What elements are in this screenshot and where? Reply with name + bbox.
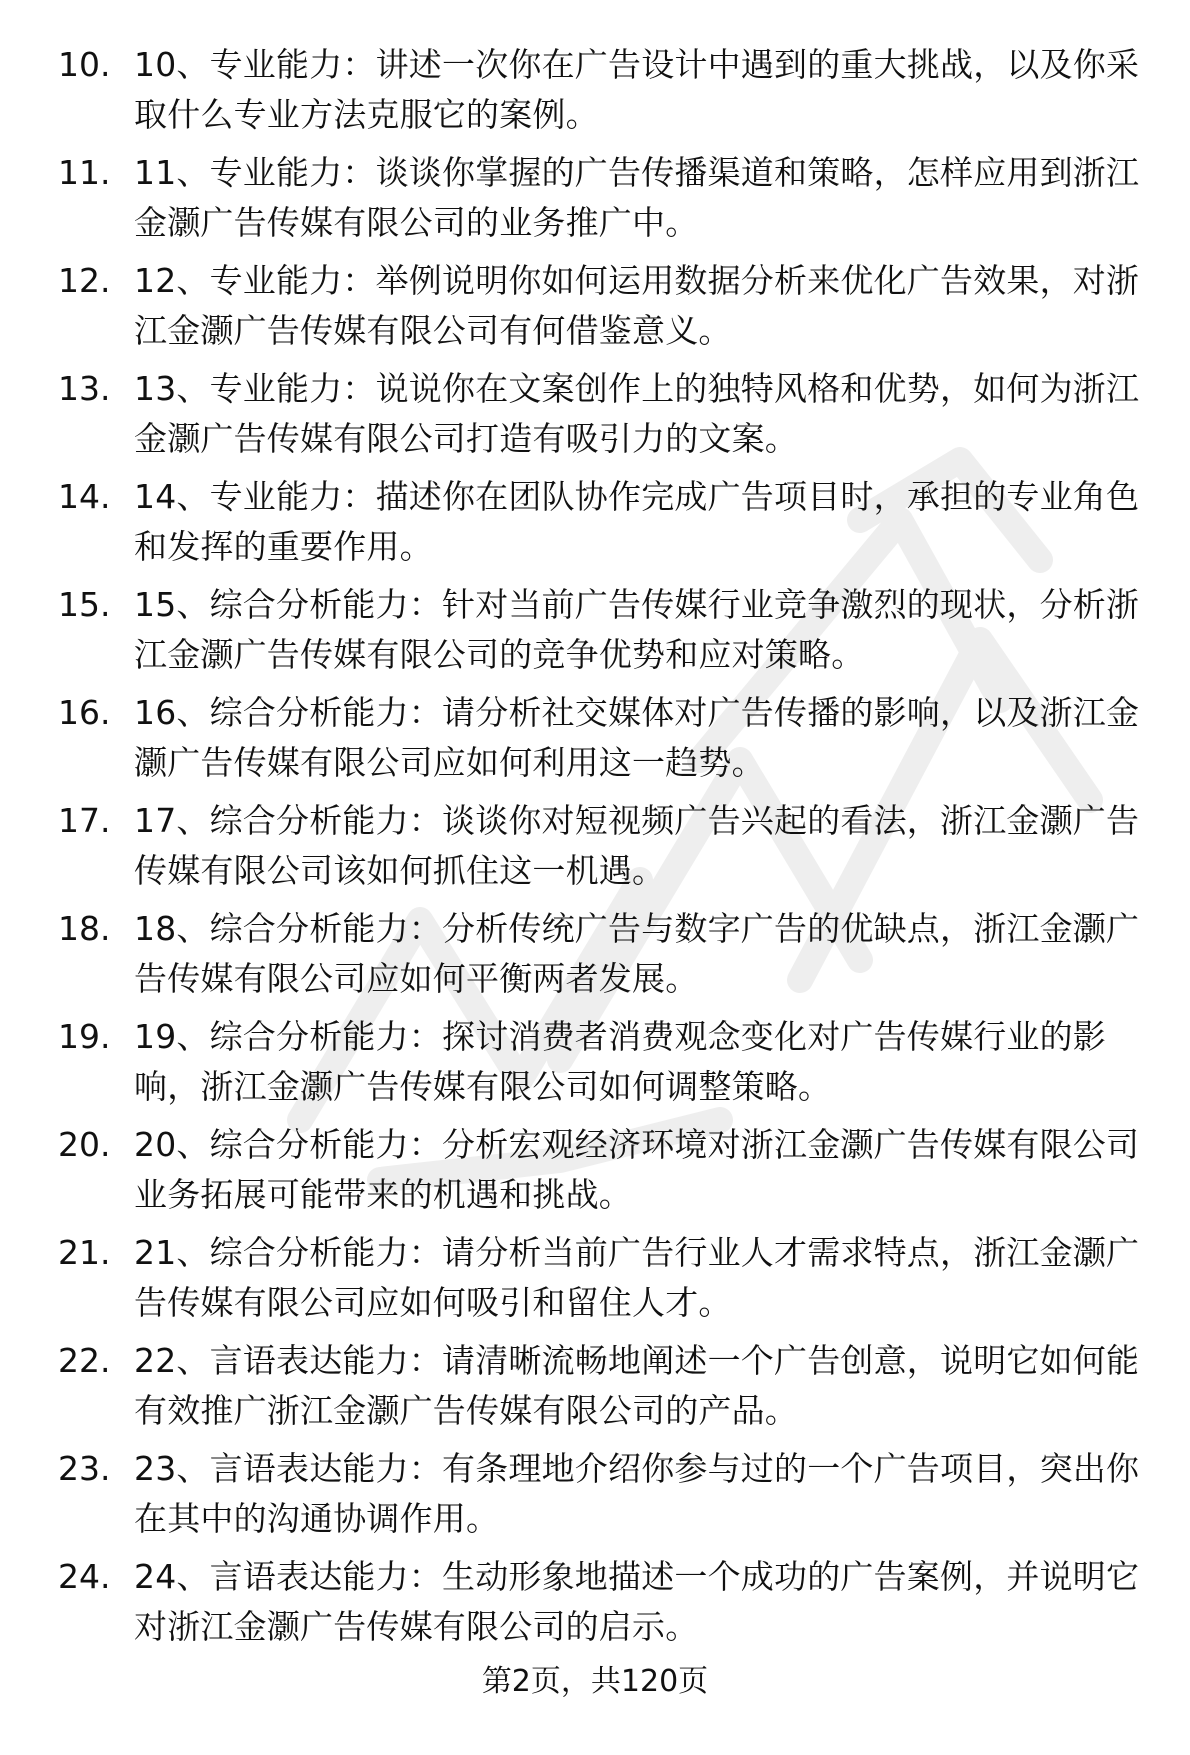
list-item xyxy=(0,1336,1190,1444)
page-footer: 第2页，共120页 xyxy=(481,1664,709,1699)
item-text: 10、专业能力：讲述一次你在广告设计中遇到的重大挑战，以及你采取什么专业方法克服它的案例。 xyxy=(134,45,1140,134)
item-number: 11. xyxy=(58,153,111,192)
list-item xyxy=(0,472,1190,580)
item-number: 15. xyxy=(58,585,111,624)
list-item xyxy=(0,148,1190,256)
item-number: 10. xyxy=(58,45,111,84)
item-text: 22、言语表达能力：请清晰流畅地阐述一个广告创意，说明它如何能有效推广浙江金灏广告传媒有限公司的产品。 xyxy=(134,1341,1140,1430)
item-number: 21. xyxy=(58,1233,111,1272)
list-item xyxy=(0,1552,1190,1660)
item-number: 14. xyxy=(58,477,111,516)
list-item xyxy=(0,256,1190,364)
list-item xyxy=(0,40,1190,148)
item-number: 18. xyxy=(58,909,111,948)
list-item xyxy=(0,1120,1190,1228)
item-text: 18、综合分析能力：分析传统广告与数字广告的优缺点，浙江金灏广告传媒有限公司应如何平衡两者发展。 xyxy=(134,909,1140,998)
item-text: 19、综合分析能力：探讨消费者消费观念变化对广告传媒行业的影响，浙江金灏广告传媒有限公司如何调整策略。 xyxy=(134,1017,1106,1106)
item-text: 12、专业能力：举例说明你如何运用数据分析来优化广告效果，对浙江金灏广告传媒有限公司有何借鉴意义。 xyxy=(134,261,1140,350)
item-text: 20、综合分析能力：分析宏观经济环境对浙江金灏广告传媒有限公司业务拓展可能带来的机遇和挑战。 xyxy=(134,1125,1140,1214)
question-list xyxy=(0,40,1190,1660)
list-item xyxy=(0,796,1190,904)
item-number: 19. xyxy=(58,1017,111,1056)
list-item xyxy=(0,904,1190,1012)
list-item xyxy=(0,1444,1190,1552)
list-item xyxy=(0,580,1190,688)
item-number: 22. xyxy=(58,1341,111,1380)
item-number: 16. xyxy=(58,693,111,732)
item-number: 12. xyxy=(58,261,111,300)
list-item xyxy=(0,1228,1190,1336)
item-text: 13、专业能力：说说你在文案创作上的独特风格和优势，如何为浙江金灏广告传媒有限公司打造有吸引力的文案。 xyxy=(134,369,1140,458)
item-text: 17、综合分析能力：谈谈你对短视频广告兴起的看法，浙江金灏广告传媒有限公司该如何抓住这一机遇。 xyxy=(134,801,1140,890)
item-text: 23、言语表达能力：有条理地介绍你参与过的一个广告项目，突出你在其中的沟通协调作用。 xyxy=(134,1449,1140,1538)
item-number: 20. xyxy=(58,1125,111,1164)
item-text: 21、综合分析能力：请分析当前广告行业人才需求特点，浙江金灏广告传媒有限公司应如何吸引和留住人才。 xyxy=(134,1233,1140,1322)
item-number: 24. xyxy=(58,1557,111,1596)
list-item xyxy=(0,688,1190,796)
item-text: 24、言语表达能力：生动形象地描述一个成功的广告案例，并说明它对浙江金灏广告传媒有限公司的启示。 xyxy=(134,1557,1140,1646)
list-item xyxy=(0,364,1190,472)
item-text: 14、专业能力：描述你在团队协作完成广告项目时，承担的专业角色和发挥的重要作用。 xyxy=(134,477,1140,566)
item-number: 23. xyxy=(58,1449,111,1488)
item-number: 13. xyxy=(58,369,111,408)
item-text: 11、专业能力：谈谈你掌握的广告传播渠道和策略，怎样应用到浙江金灏广告传媒有限公司的业务推广中。 xyxy=(134,153,1140,242)
list-item xyxy=(0,1012,1190,1120)
item-text: 16、综合分析能力：请分析社交媒体对广告传播的影响，以及浙江金灏广告传媒有限公司应如何利用这一趋势。 xyxy=(134,693,1140,782)
item-text: 15、综合分析能力：针对当前广告传媒行业竞争激烈的现状，分析浙江金灏广告传媒有限公司的竞争优势和应对策略。 xyxy=(134,585,1140,674)
item-number: 17. xyxy=(58,801,111,840)
